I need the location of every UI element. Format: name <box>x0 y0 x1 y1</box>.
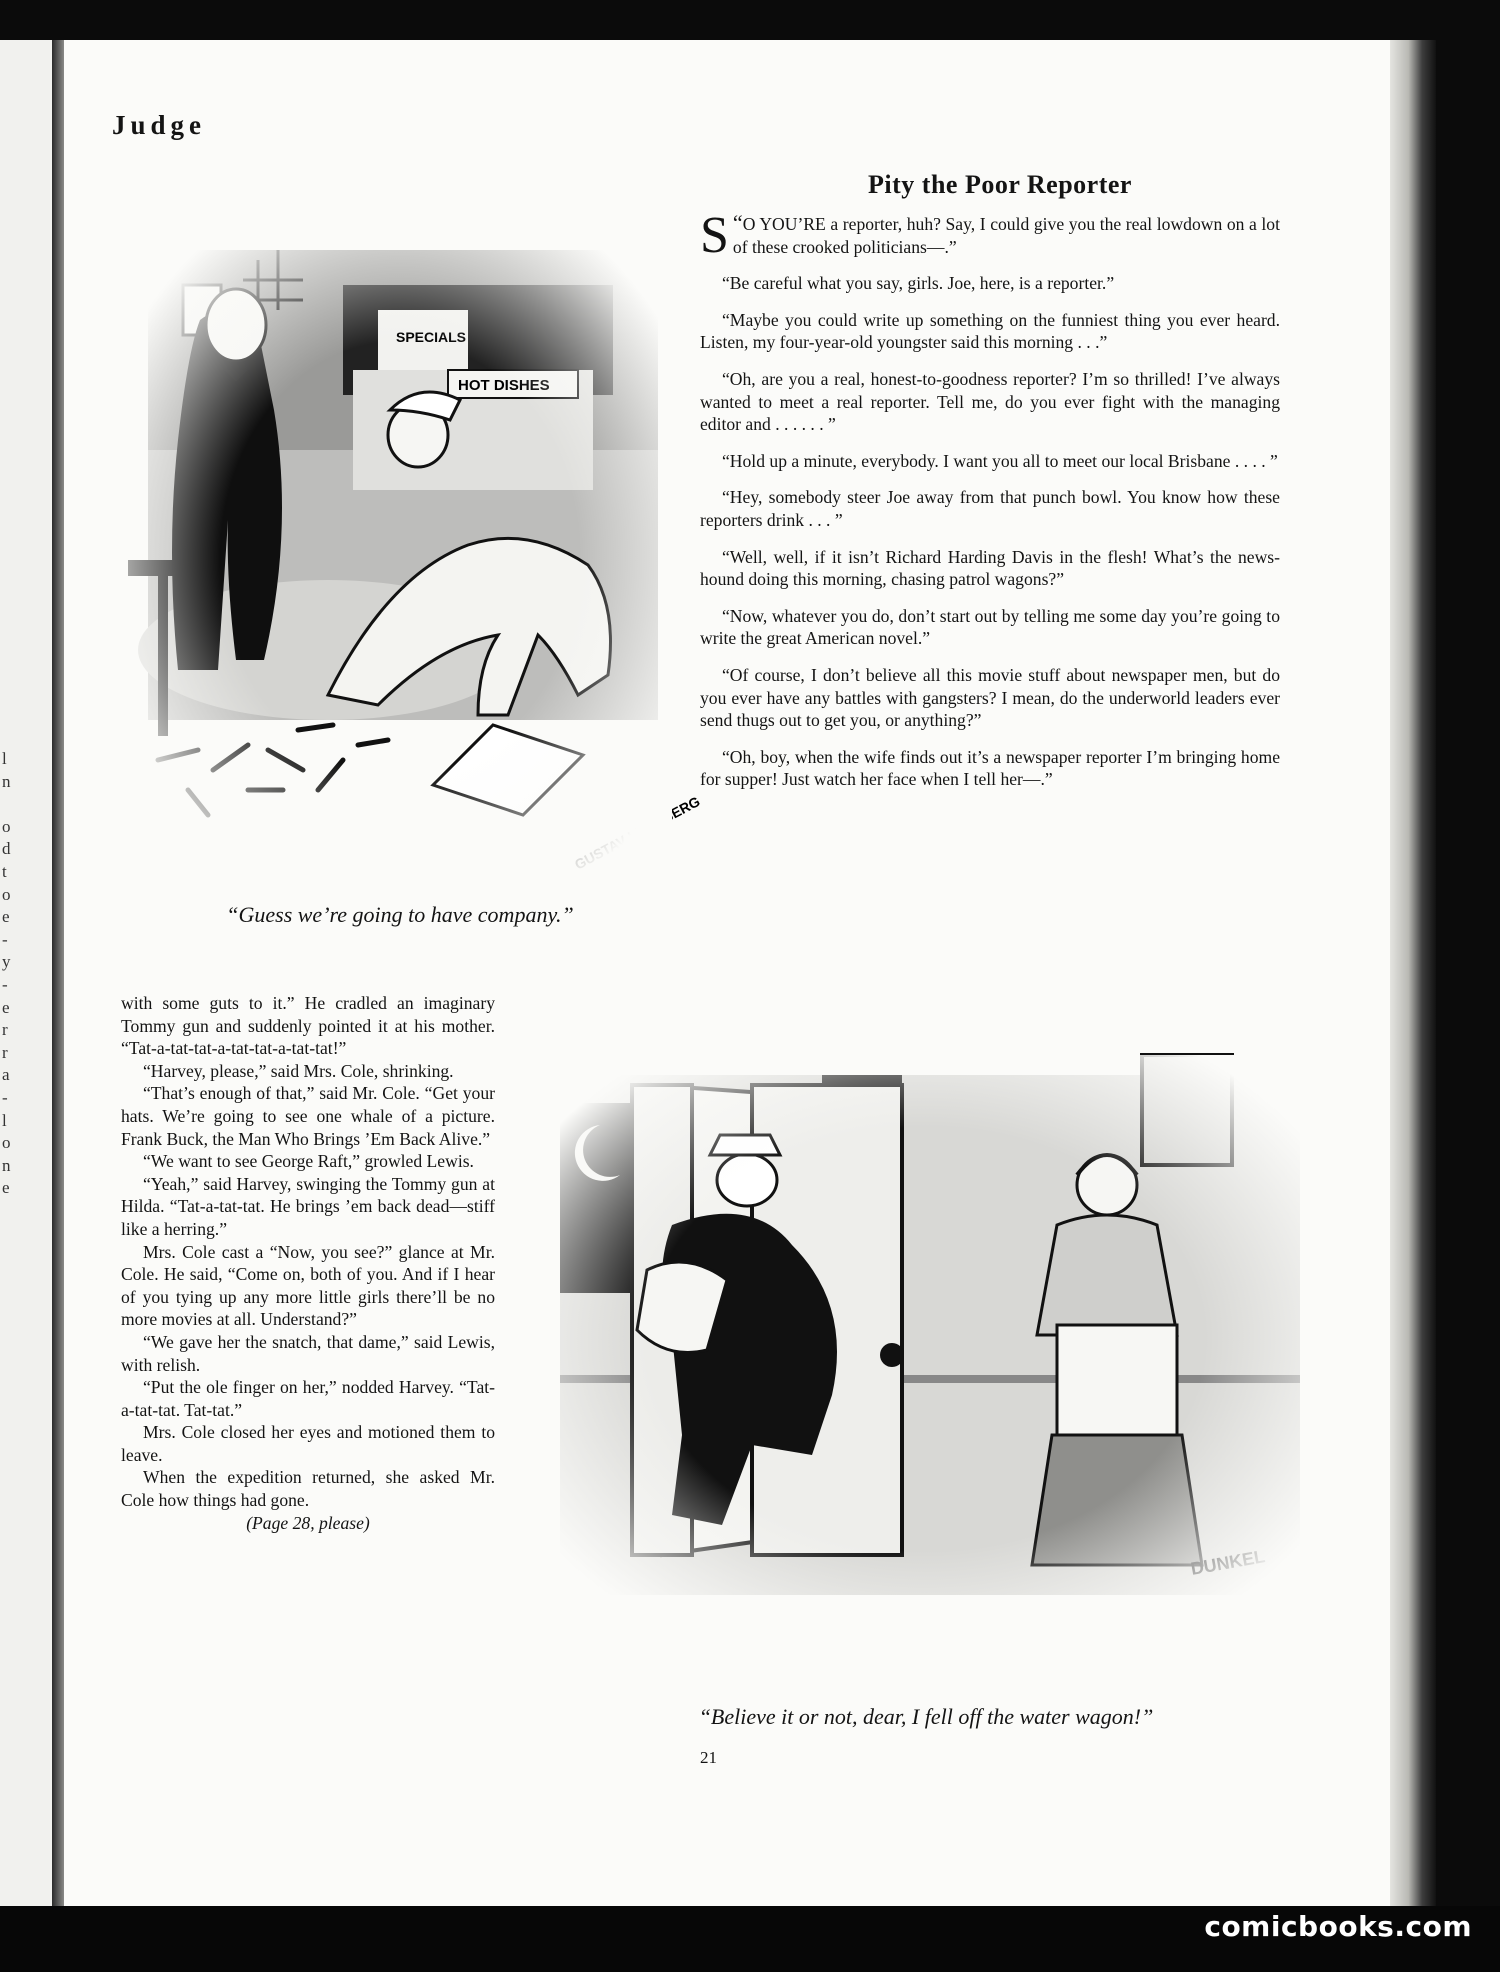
article-paragraph: “Be careful what you say, girls. Joe, here, is a reporter.” <box>722 273 1115 294</box>
cartoon-restaurant <box>128 230 672 885</box>
article-paragraph: “Well, well, if it isn’t Richard Harding Davis in the flesh! What’s the news-hound doing this morning, chasing patrol wagons?” <box>700 546 1280 590</box>
story-paragraph: When the expedition returned, she asked Mr. Cole how things had gone. <box>121 1467 495 1511</box>
article-paragraph: “Maybe you could write up something on the funniest thing you ever heard. Listen, my four-year-old youngster said this morning . . .” <box>700 309 1280 353</box>
facing-page-fragment: e <box>2 907 10 927</box>
facing-page-text-fragments <box>2 748 20 1200</box>
facing-page-fragment: o <box>2 816 11 836</box>
gutter-shadow <box>52 40 64 1920</box>
story-paragraph: “Yeah,” said Harvey, swinging the Tommy gun at Hilda. “Tat-a-tat-tat. He brings ’em back dead—stiff like a herring.” <box>121 1173 495 1239</box>
story-column <box>121 992 495 1534</box>
article-paragraph: “Oh, boy, when the wife finds out it’s a newspaper reporter I’m bringing home for supper! Just watch her face when I tell her—.” <box>700 746 1280 790</box>
cartoon-water-wagon <box>552 1055 1300 1623</box>
facing-page-fragment: - <box>2 929 8 949</box>
facing-page-fragment: r <box>2 1042 8 1062</box>
facing-page-fragment <box>2 793 20 816</box>
dropcap: S <box>700 207 729 264</box>
facing-page-fragment: - <box>2 974 8 994</box>
cartoon-water-wagon-drawing <box>552 1055 1300 1623</box>
story-paragraph: Mrs. Cole cast a “Now, you see?” glance at Mr. Cole. He said, “Come on, both of you. And if I hear of you tying up any more little girls there’ll be no more movies at all. Understand?” <box>121 1241 495 1330</box>
article-paragraph: “Hey, somebody steer Joe away from that punch bowl. You know how these reporters drink . . . ” <box>700 487 1280 530</box>
article-body <box>700 207 1280 805</box>
facing-page-fragment: n <box>2 771 11 791</box>
story-first-paragraph: with some guts to it.” He cradled an imaginary Tommy gun and suddenly pointed it at his mother. “Tat-a-tat-tat-a-tat-tat-a-tat-tat!” <box>121 993 495 1059</box>
article-paragraph: “Of course, I don’t believe all this movie stuff about newspaper men, but do you ever have any battles with gangsters? I mean, do the underworld leaders ever send thugs out to get you, or anything?” <box>700 664 1280 731</box>
article-first-paragraph <box>700 207 1280 264</box>
facing-page-fragment: y <box>2 952 11 972</box>
article-paragraph: “Hold up a minute, everybody. I want you all to meet our local Brisbane . . . . ” <box>722 450 1278 471</box>
facing-page-fragment: n <box>2 1155 11 1175</box>
article-title: Pity the Poor Reporter <box>868 170 1132 199</box>
story-paragraph: Mrs. Cole closed her eyes and motioned them to leave. <box>121 1422 495 1465</box>
cartoon-restaurant-drawing <box>128 230 672 885</box>
story-paragraph: “Put the ole finger on her,” nodded Harvey. “Tat-a-tat-tat. Tat-tat.” <box>121 1377 495 1420</box>
facing-page-fragment: o <box>2 1133 11 1153</box>
facing-page-fragment: l <box>2 749 7 768</box>
facing-page-fragment: l <box>2 1110 7 1130</box>
facing-page-fragment: r <box>2 1020 8 1040</box>
facing-page-fragment: e <box>2 1178 10 1198</box>
article-paragraph: “Oh, are you a real, honest-to-goodness reporter? I’m so thrilled! I’ve always wanted to meet a real reporter. Tell me, do you ever fight with the managing editor and . . . . . . ” <box>700 368 1280 435</box>
magazine-running-head: Judge <box>112 110 207 140</box>
facing-page-fragment: t <box>2 861 7 881</box>
cartoon-bottom-caption: “Believe it or not, dear, I fell off the water wagon!” <box>698 1704 1154 1729</box>
page-edge <box>1390 40 1436 1906</box>
opening-quote: “ <box>732 210 743 235</box>
story-paragraph: “That’s enough of that,” said Mr. Cole. “Get your hats. We’re going to see one whale of a picture. Frank Buck, the Man Who Brings ’Em Back Alive.” <box>121 1083 495 1149</box>
continued-note: (Page 28, please) <box>246 1512 370 1533</box>
story-paragraph: “We gave her the snatch, that dame,” said Lewis, with relish. <box>121 1331 495 1375</box>
page-number: 21 <box>700 1748 717 1767</box>
story-paragraph: “Harvey, please,” said Mrs. Cole, shrinking. <box>143 1060 454 1081</box>
facing-page-fragment: o <box>2 884 11 904</box>
cartoon-top-caption: “Guess we’re going to have company.” <box>226 902 574 927</box>
facing-page-fragment: d <box>2 839 11 859</box>
facing-page-fragment: e <box>2 997 10 1017</box>
facing-page-fragment: a <box>2 1065 10 1085</box>
story-paragraph: “We want to see George Raft,” growled Lewis. <box>143 1151 474 1172</box>
article-paragraph: “Now, whatever you do, don’t start out by telling me some day you’re going to write the great American novel.” <box>700 605 1280 649</box>
facing-page-fragment: - <box>2 1087 8 1107</box>
watermark: comicbooks.com <box>1204 1910 1472 1943</box>
first-paragraph-text: O YOU’RE a reporter, huh? Say, I could give you the real lowdown on a lot of these crooked politicians—.” <box>732 214 1280 257</box>
